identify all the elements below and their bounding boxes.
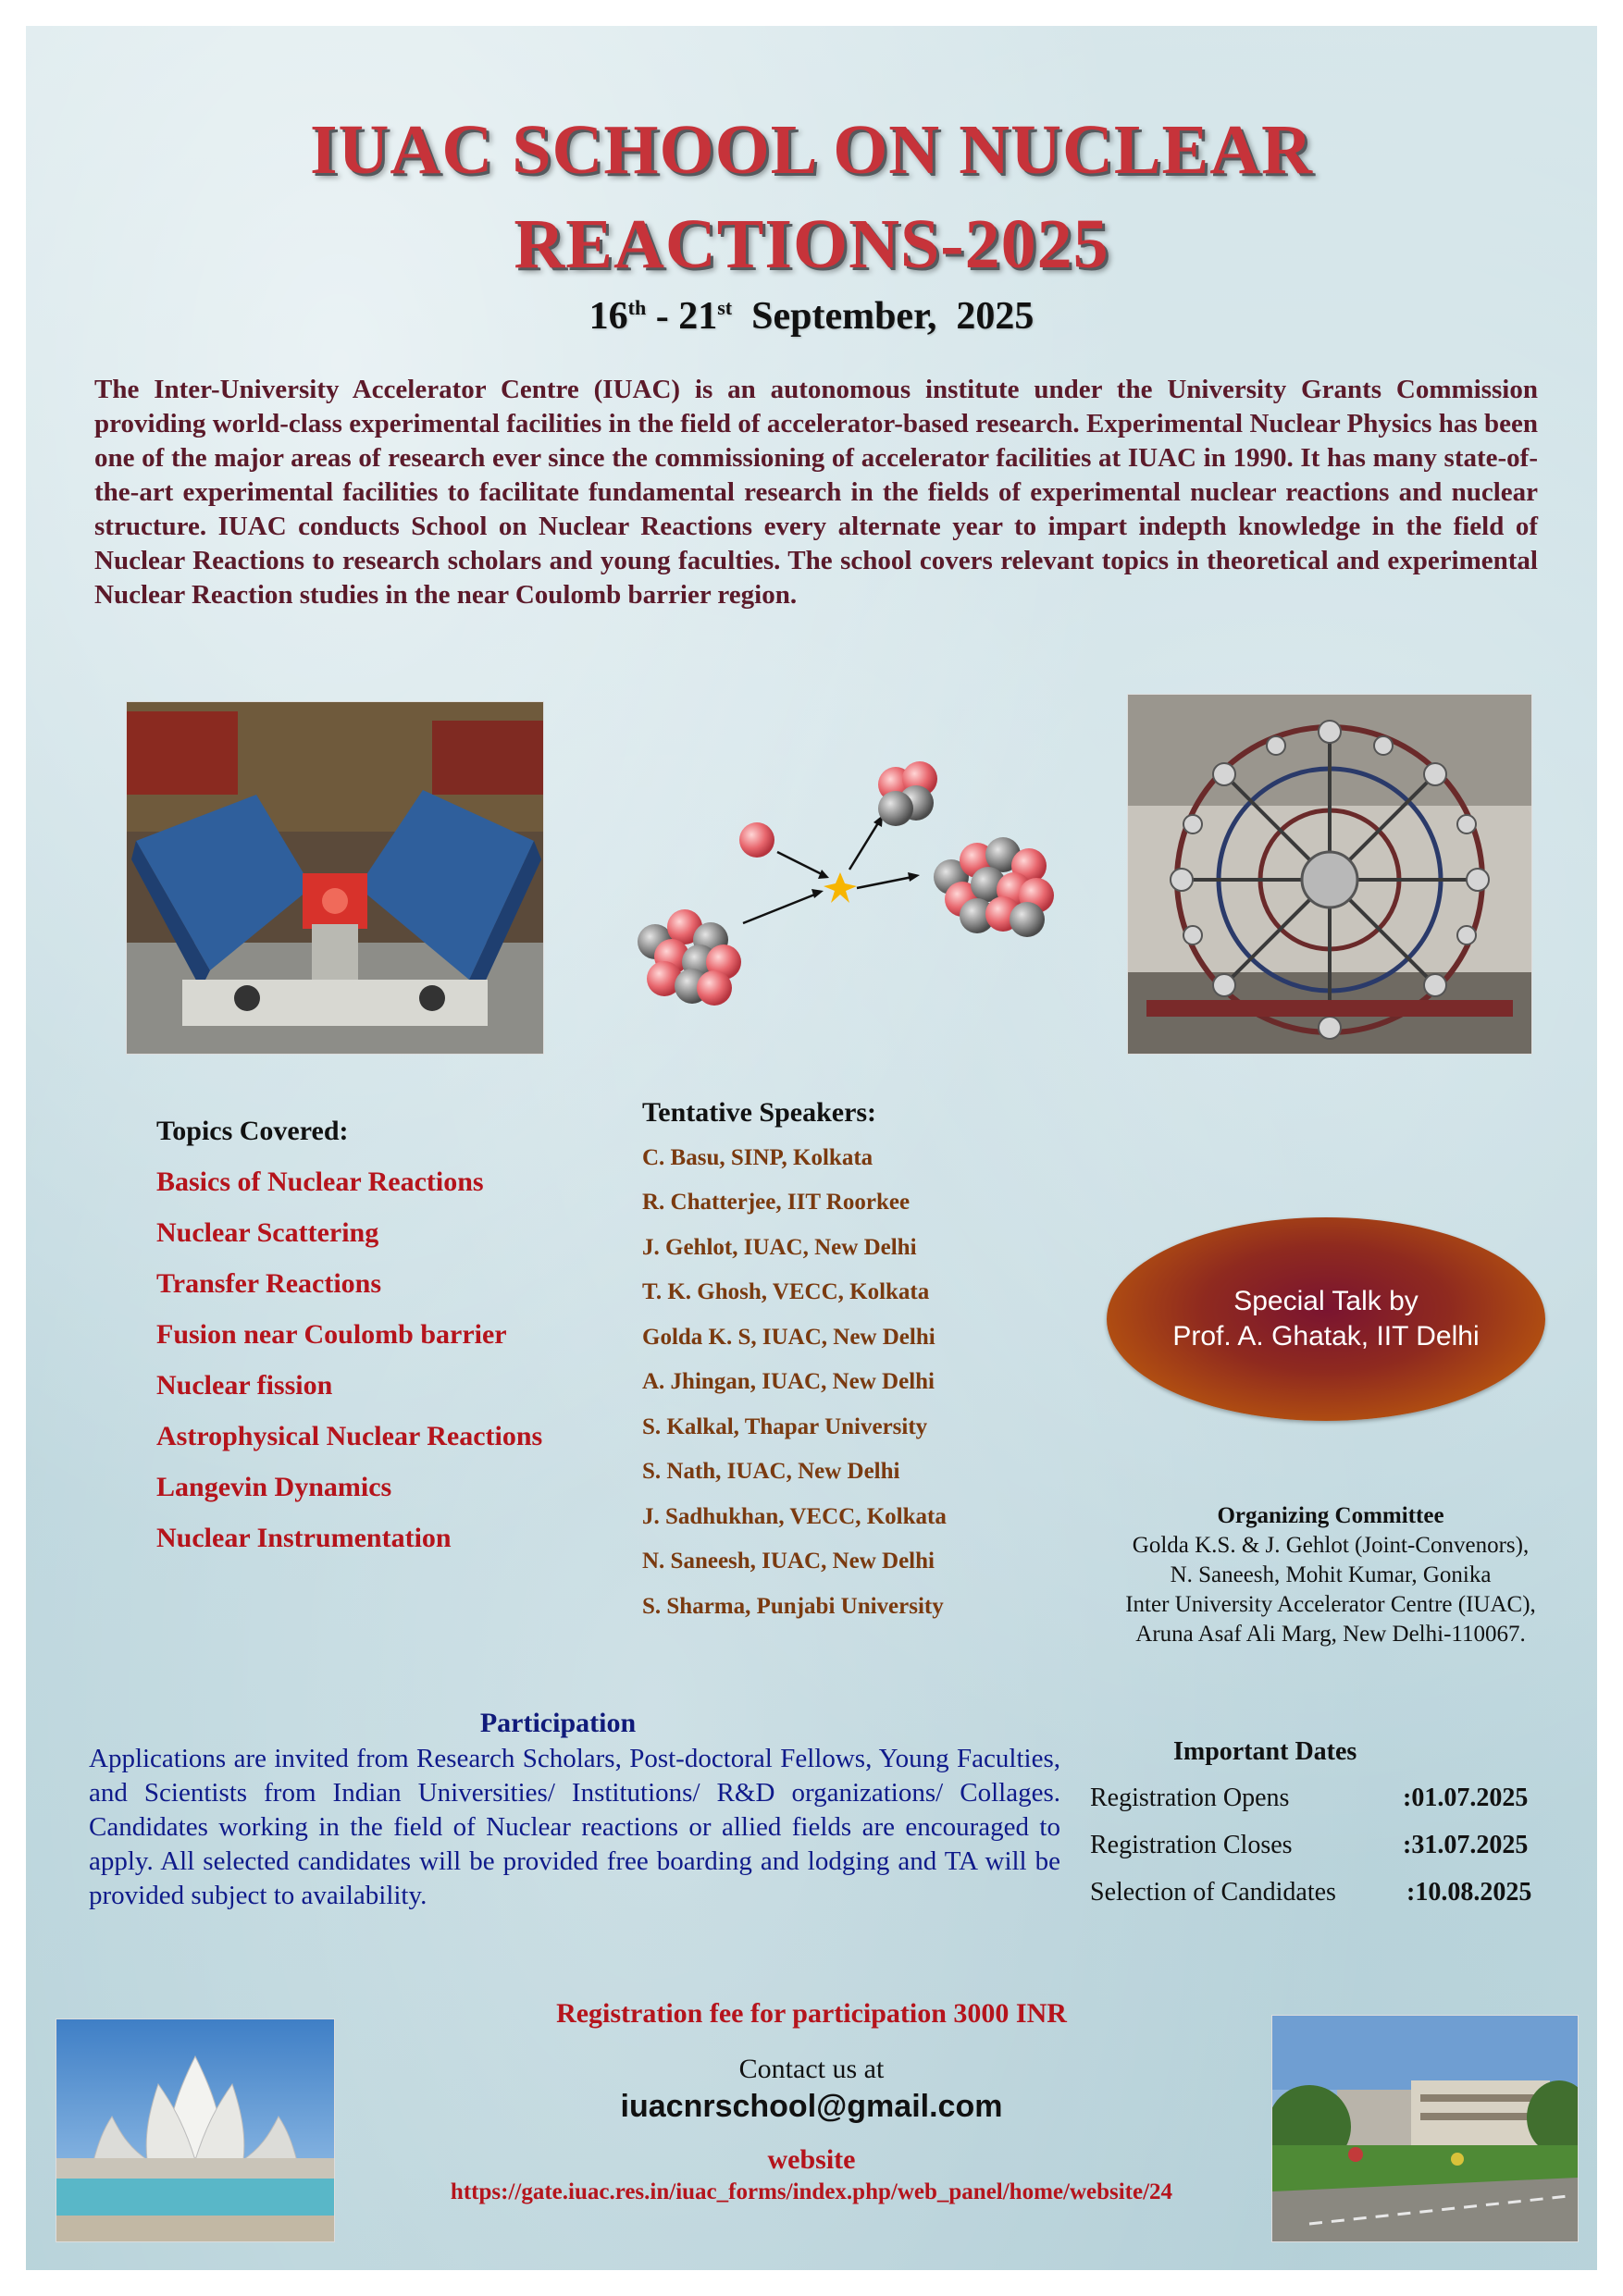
committee-line: Golda K.S. & J. Gehlot (Joint-Convenors), bbox=[1132, 1533, 1530, 1558]
speaker-item: J. Gehlot, IUAC, New Delhi bbox=[642, 1235, 917, 1260]
topics-section bbox=[156, 1116, 638, 1597]
speaker-item: S. Nath, IUAC, New Delhi bbox=[642, 1459, 900, 1484]
start-suffix: th bbox=[627, 296, 647, 319]
poster-title-line-1: IUAC SCHOOL ON NUCLEAR bbox=[309, 111, 1314, 189]
registration-fee: Registration fee for participation 3000 INR bbox=[556, 1998, 1067, 2029]
detector-array-image bbox=[1128, 695, 1531, 1054]
nuclear-reaction-diagram bbox=[618, 757, 1062, 1025]
topic-item: Nuclear Instrumentation bbox=[156, 1523, 452, 1553]
date-value: :10.08.2025 bbox=[1406, 1878, 1532, 1907]
committee-line: N. Saneesh, Mohit Kumar, Gonika bbox=[1170, 1562, 1492, 1587]
date-value: :31.07.2025 bbox=[1403, 1831, 1529, 1859]
special-talk-label: Special Talk by bbox=[1233, 1286, 1419, 1316]
website-label: website bbox=[767, 2144, 856, 2175]
detector-array-photo bbox=[1127, 694, 1532, 1055]
intro-paragraph: The Inter-University Accelerator Centre (IUAC) is an autonomous institute under the University Grants Commission providing world-class experimental facilities in the field of accelerator-based research. Experimental Nuclear Physics has been one of the major areas of research ever since the commissioning of accelerator facilities at IUAC in 1990. It has many state-of-the-art experimental facilities to facilitate fundamental research in the fields of experimental nuclear reactions and nuclear structure. IUAC conducts School on Nuclear Reactions every alternate year to impart indepth knowledge in the field of Nuclear Reactions to research scholars and young faculties. The school covers relevant topics in theoretical and experimental Nuclear Reaction studies in the near Coulomb barrier region. bbox=[94, 375, 1538, 610]
contact-email-link[interactable]: iuacnrschool@gmail.com bbox=[620, 2089, 1003, 2124]
topic-item: Fusion near Coulomb barrier bbox=[156, 1319, 507, 1350]
date-separator: - bbox=[646, 295, 679, 338]
speakers-heading: Tentative Speakers: bbox=[642, 1097, 877, 1128]
organizing-committee bbox=[1081, 1501, 1580, 1649]
speaker-item: A. Jhingan, IUAC, New Delhi bbox=[642, 1369, 935, 1394]
speaker-item: C. Basu, SINP, Kolkata bbox=[642, 1145, 873, 1170]
important-dates-heading: Important Dates bbox=[1173, 1737, 1357, 1766]
topics-heading: Topics Covered: bbox=[156, 1116, 349, 1146]
topic-item: Astrophysical Nuclear Reactions bbox=[156, 1421, 543, 1451]
lotus-temple-image bbox=[56, 2019, 334, 2241]
poster-title-line-2: REACTIONS-2025 bbox=[514, 205, 1109, 283]
committee-line: Aruna Asaf Ali Marg, New Delhi-110067. bbox=[1135, 1622, 1526, 1647]
website-url-link[interactable]: https://gate.iuac.res.in/iuac_forms/index.php/web_panel/home/website/24 bbox=[450, 2179, 1173, 2204]
speaker-item: S. Sharma, Punjabi University bbox=[642, 1594, 944, 1619]
lotus-temple-photo bbox=[56, 2018, 335, 2242]
speaker-item: J. Sadhukhan, VECC, Kolkata bbox=[642, 1504, 947, 1529]
date-label: Registration Closes bbox=[1090, 1831, 1293, 1859]
speaker-item: T. K. Ghosh, VECC, Kolkata bbox=[642, 1279, 930, 1304]
committee-line: Inter University Accelerator Centre (IUAC), bbox=[1125, 1592, 1536, 1617]
month-year: September, 2025 bbox=[732, 295, 1035, 338]
topic-item: Nuclear fission bbox=[156, 1370, 333, 1401]
topic-item: Basics of Nuclear Reactions bbox=[156, 1167, 484, 1197]
speaker-item: R. Chatterjee, IIT Roorkee bbox=[642, 1190, 911, 1215]
accelerator-magnets-photo bbox=[126, 701, 544, 1055]
committee-heading: Organizing Committee bbox=[1217, 1503, 1444, 1528]
iuac-campus-image bbox=[1272, 2016, 1578, 2241]
speaker-item: Golda K. S, IUAC, New Delhi bbox=[642, 1325, 935, 1350]
date-value: :01.07.2025 bbox=[1403, 1784, 1529, 1812]
speaker-item: S. Kalkal, Thapar University bbox=[642, 1414, 928, 1439]
event-dates bbox=[26, 294, 1597, 339]
poster bbox=[26, 26, 1597, 2270]
iuac-campus-photo bbox=[1271, 2015, 1579, 2242]
start-day: 16 bbox=[588, 295, 628, 338]
nuclear-reaction-illustration bbox=[618, 757, 1062, 1025]
special-talk-speaker: Prof. A. Ghatak, IIT Delhi bbox=[1172, 1321, 1480, 1352]
participation-text: Applications are invited from Research Scholars, Post-doctoral Fellows, Young Faculties, and Scientists from Indian Universities/ Institutions/ R&D organizations/ Collages. Candidates working in the field of Nuclear reactions or allied fields are encouraged to apply. All selected candidates will be provided free boarding and lodging and TA will be provided subject to availability. bbox=[89, 1744, 1060, 1910]
topic-item: Nuclear Scattering bbox=[156, 1217, 379, 1248]
end-day: 21 bbox=[678, 295, 718, 338]
end-suffix: st bbox=[717, 296, 733, 319]
special-talk-oval bbox=[1107, 1217, 1545, 1421]
date-label: Registration Opens bbox=[1090, 1784, 1290, 1812]
topic-item: Langevin Dynamics bbox=[156, 1472, 392, 1502]
participation-heading: Participation bbox=[479, 1708, 637, 1738]
speaker-item: N. Saneesh, IUAC, New Delhi bbox=[642, 1549, 935, 1574]
accelerator-magnets-image bbox=[127, 702, 543, 1054]
speakers-section bbox=[642, 1097, 1086, 1652]
date-label: Selection of Candidates bbox=[1090, 1878, 1336, 1907]
topic-item: Transfer Reactions bbox=[156, 1268, 382, 1299]
contact-label: Contact us at bbox=[738, 2054, 885, 2084]
